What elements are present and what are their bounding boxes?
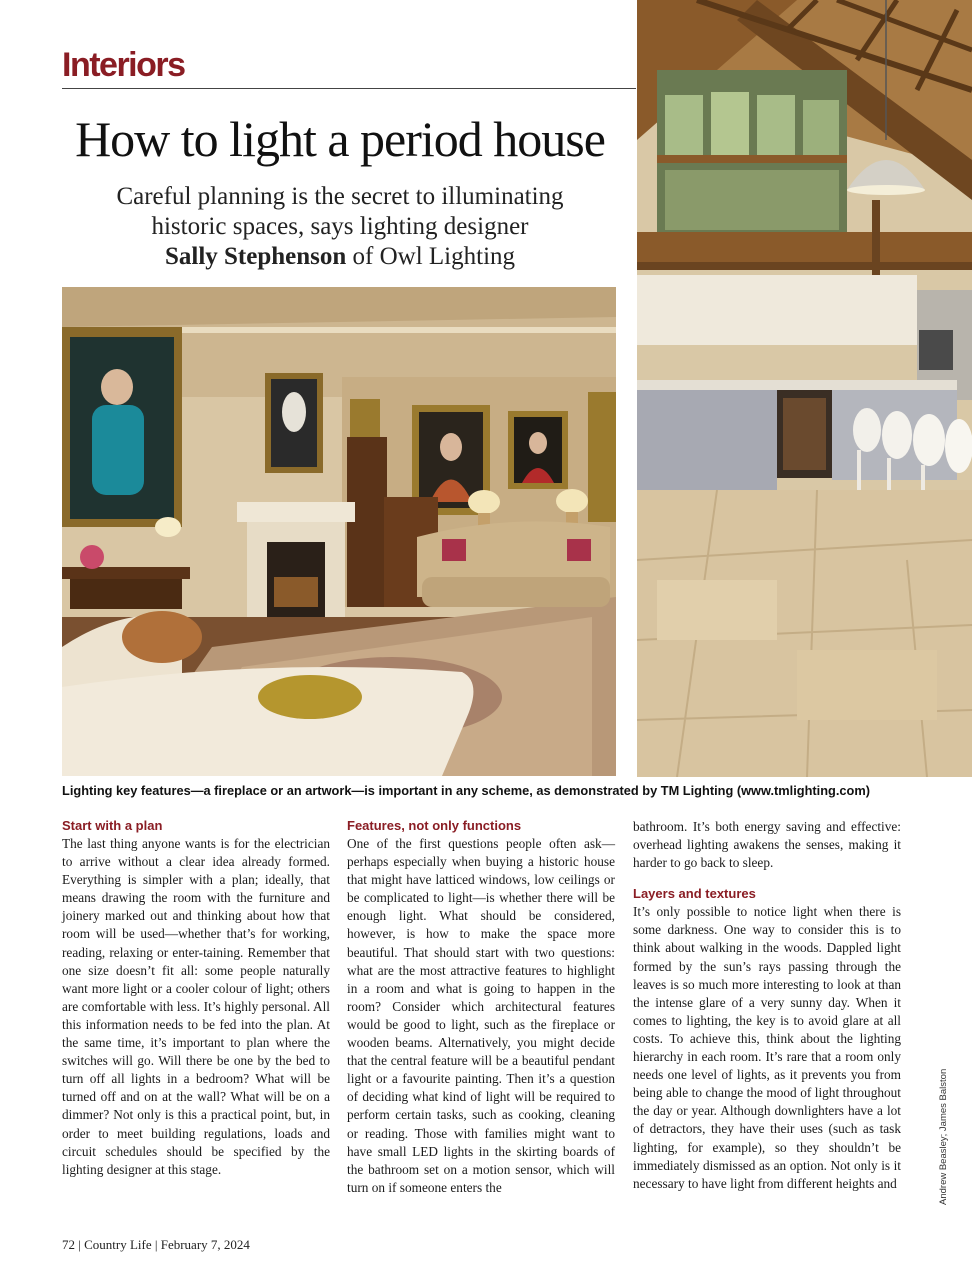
- article-column-3: [633, 818, 901, 1193]
- body-text-column-3-intro: bathroom. It’s both energy saving and effective: overhead lighting awakens the senses, making it harder to go back to sleep.: [633, 819, 901, 871]
- page-folio: 72 | Country Life | February 7, 2024: [62, 1237, 250, 1252]
- standfirst-line-3: of Owl Lighting: [346, 243, 516, 270]
- standfirst-line-2: historic spaces, says lighting designer: [151, 213, 529, 240]
- standfirst: [80, 182, 600, 272]
- subheading-layers-and-textures: Layers and textures: [633, 886, 756, 902]
- header-rule: [62, 88, 636, 89]
- drawing-room-illustration: [62, 287, 616, 776]
- body-text-column-2: One of the first questions people often ask—perhaps especially when buying a historic house that might have latticed windows, low ceilings or be complicated to light—is whether there will be enough light. What should be considered, however, is how to make the space more beautiful. That should start with two questions: what are the most attractive features to highlight in a room and what is going to happen in the room? Consider which architectural features would be good to light, such as the fireplace or wooden beams. Alternatively, you might decide that the central feature will be a beautiful pendant light or a favourite painting. Then it’s a question of deciding what kind of light will be required to perform certain tasks, such as cooking, cleaning or reading. Those with families might want to have small LED lights in the skirting boards of the bathroom set on a motion sensor, which will turn on if someone enters the: [347, 836, 615, 1195]
- kitchen-illustration: [637, 0, 972, 777]
- kitchen-photo: [637, 0, 972, 777]
- author-name: Sally Stephenson: [164, 243, 347, 270]
- body-text-column-3: It’s only possible to notice light when there is some darkness. One way to consider this is to think about walking in the woods. Dappled light formed by the sun’s rays passing through the leaves is so much more interesting to look at than the intense glare of a very sunny day. When it comes to lighting, the key is to avoid glare at all costs. To achieve this, think about the lighting hierarchy in each room. It’s rare that a room only needs one level of lights, as it prevents you from being able to change the mood of light throughout the day or year. Although downlighters have a lot of detractors, they have their uses (such as task lighting, for example), so they shouldn’t be immediately dismissed as an option. Not only is it necessary to have light from different heights and: [633, 904, 901, 1191]
- headline: How to light a period house: [75, 111, 605, 167]
- section-label: Interiors: [62, 46, 185, 84]
- article-column-2: [347, 818, 615, 1197]
- photo-caption: Lighting key features—a fireplace or an artwork—is important in any scheme, as demonstrated by TM Lighting (www.tmlighting.com): [62, 783, 870, 798]
- body-text-column-1: The last thing anyone wants is for the electrician to arrive without a clear idea already formed. Everything is simpler with a plan; ideally, that means drawing the room with the furniture and joinery marked out and thinking about how that room will be used—whether that’s for working, reading, relaxing or enter-taining. Remember that one size doesn’t fit all: some people naturally want more light or a cooler colour of light; others are comfortable with less. It’s highly personal. All this information needs to be fed into the plan. At the same time, it’s important to plan where the switches will go. Will there be one by the bed to turn off all lights in a bedroom? What will be turned off and on at the wall? What will be on a dimmer? Not only is this a practical point, but, in order to meet building regulations, loads and circuit schedules should be specified by the lighting designer at this stage.: [62, 836, 330, 1177]
- subheading-features: Features, not only functions: [347, 818, 522, 833]
- standfirst-line-1: Careful planning is the secret to illuminating: [116, 183, 564, 210]
- photo-credit: Andrew Beasley; James Balston: [938, 1068, 949, 1205]
- subheading-start-with-a-plan: Start with a plan: [62, 818, 163, 833]
- article-column-1: [62, 818, 330, 1179]
- drawing-room-photo: [62, 287, 616, 776]
